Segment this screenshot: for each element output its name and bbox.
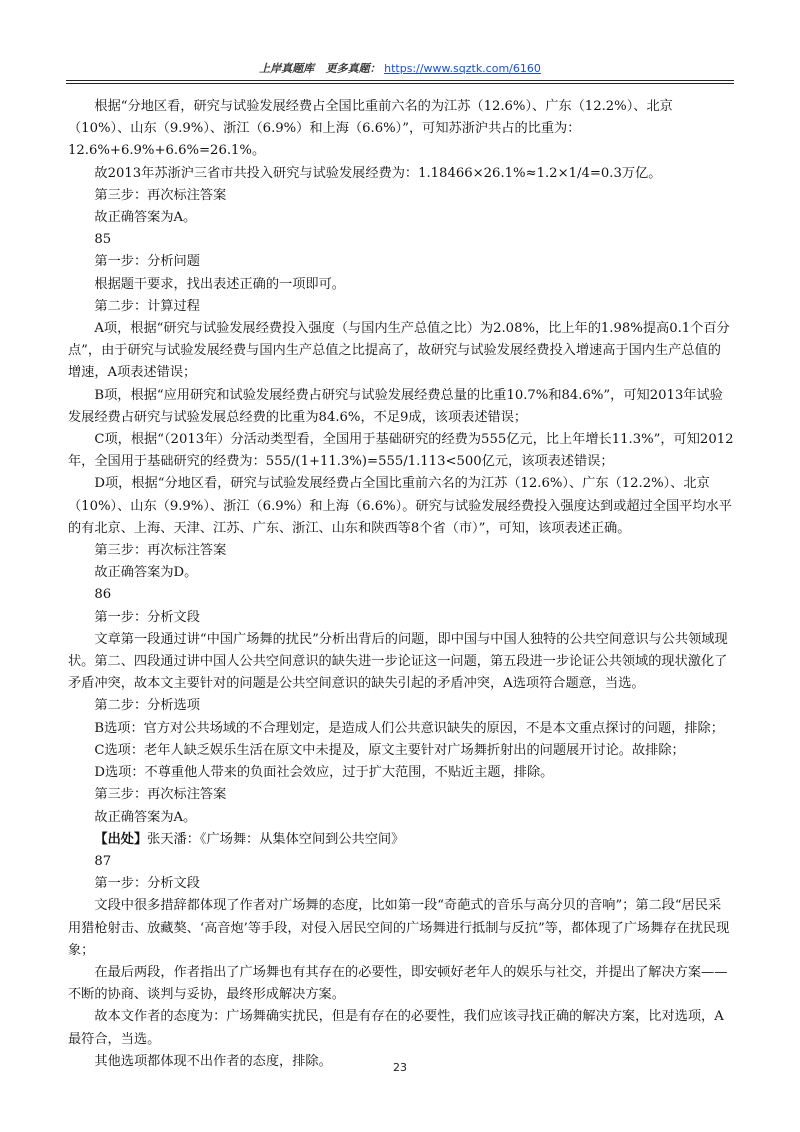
paragraph: B选项：官方对公共场域的不合理划定，是造成人们公共意识缺失的原因，不是本文重点探讨的问题，排除； [94, 720, 724, 736]
paragraph: C选项：老年人缺乏娱乐生活在原文中未提及，原文主要针对广场舞折射出的问题展开讨论。故排除； [94, 742, 685, 758]
paragraph: 文章第一段通过讲“中国广场舞的扰民”分析出背后的问题，即中国与中国人独特的公共空间意识与公共领域现状。第二、四段通过讲中国人公共空间意识的缺失进一步论证这一问题，第五段进一步论证公共领域的现状激化了矛盾冲突，故本文主要针对的问题是公共空间意识的缺失引起的矛盾冲突，A选项符合题意，当选。 [68, 631, 728, 692]
page-number: 23 [393, 1061, 407, 1074]
paragraph: 第三步：再次标注答案 [94, 543, 227, 559]
source-text: 张天潘：《广场舞：从集体空间到公共空间》 [147, 831, 405, 847]
header-label: 更多真题： [325, 62, 381, 75]
paragraph: D项，根据“分地区看，研究与试验发展经费占全国比重前六名的为江苏（12.6%）、广东（12.2%）、北京（10%）、山东（9.9%）、浙江（6.9%）和上海（6.6%）。研究与试验发展经费投入强度达到或超过全国平均水平的有北京、上海、天津、江苏、广东、浙江、山东和陕西等8个省（市）”，可知，该项表述正确。 [68, 476, 732, 536]
header-url-link[interactable]: https://www.sqztk.com/6160 [384, 62, 541, 75]
paragraph: 第一步：分析文段 [94, 609, 200, 625]
paragraph: 第三步：再次标注答案 [94, 187, 227, 203]
paragraph: 第二步：分析选项 [94, 698, 200, 714]
paragraph: 根据题干要求，找出表述正确的一项即可。 [94, 276, 345, 292]
question-number: 87 [94, 853, 112, 869]
paragraph: B项，根据“应用研究和试验发展经费占研究与试验发展经费总量的比重10.7%和84.6%”，可知2013年试验发展经费占研究与试验发展总经费的比重为84.6%，不足9成，该项表述错误； [68, 387, 723, 425]
source-citation [68, 829, 734, 851]
paragraph: 第一步：分析问题 [94, 254, 200, 270]
source-tag: 【出处】 [94, 831, 148, 847]
paragraph: 根据“分地区看，研究与试验发展经费占全国比重前六名的为江苏（12.6%）、广东（12.2%）、北京（10%）、山东（9.9%）、浙江（6.9%）和上海（6.6%）”，可知苏浙沪共占的比重为：12.6%+6.9%+6.6%=26.1%。 [68, 99, 673, 159]
paragraph: 在最后两段，作者指出了广场舞也有其存在的必要性，即安顿好老年人的娱乐与社交，并提出了解决方案——不断的协商、谈判与妥协，最终形成解决方案。 [68, 964, 728, 1003]
header-rule-thin [66, 83, 734, 84]
paragraph: 第三步：再次标注答案 [94, 787, 227, 803]
paragraph: 故正确答案为A。 [94, 210, 197, 226]
paragraph: 故本文作者的态度为：广场舞确实扰民，但是有存在的必要性，我们应该寻找正确的解决方案，比对选项，A最符合，当选。 [68, 1009, 724, 1047]
page-header [68, 60, 732, 76]
header-brand: 上岸真题库 [259, 62, 315, 75]
question-number: 85 [94, 232, 112, 248]
paragraph: 第二步：计算过程 [94, 298, 200, 314]
paragraph: 第一步：分析文段 [94, 876, 200, 892]
paragraph: 故正确答案为A。 [94, 809, 197, 825]
question-number: 86 [94, 587, 112, 603]
document-body [68, 96, 734, 1073]
header-rule-thick [66, 80, 734, 81]
paragraph: C项，根据“（2013年）分活动类型看，全国用于基础研究的经费为555亿元，比上年增长11.3%”，可知2012年，全国用于基础研究的经费为：555/(1+11.3%)=555/1.113<500亿元，该项表述错误； [68, 432, 734, 470]
paragraph: D选项：不尊重他人带来的负面社会效应，过于扩大范围，不贴近主题，排除。 [94, 765, 554, 781]
paragraph: 故正确答案为D。 [94, 565, 198, 581]
paragraph: 故2013年苏浙沪三省市共投入研究与试验发展经费为：1.18466×26.1%≈1.2×1/4=0.3万亿。 [94, 165, 662, 181]
paragraph: A项，根据“研究与试验发展经费投入强度（与国内生产总值之比）为2.08%，比上年的1.98%提高0.1个百分点”，由于研究与试验发展经费与国内生产总值之比提高了，故研究与试验发展经费投入增速高于国内生产总值的增速，A项表述错误； [68, 321, 730, 381]
paragraph: 文段中很多措辞都体现了作者对广场舞的态度，比如第一段“奇葩式的音乐与高分贝的音响”；第二段“居民采用猎枪射击、放藏獒、‘高音炮’等手段，对侵入居民空间的广场舞进行抵制与反抗”等，都体现了广场舞存在扰民现象； [68, 898, 730, 958]
paragraph: 其他选项都体现不出作者的态度，排除。 [94, 1053, 332, 1069]
